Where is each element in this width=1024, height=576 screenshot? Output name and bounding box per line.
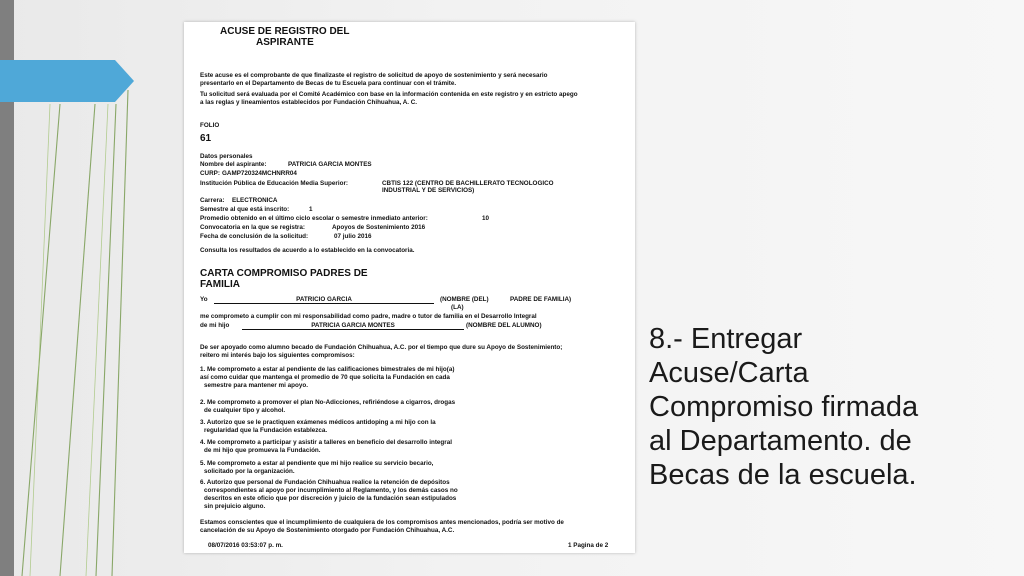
item1-line1: 1. Me comprometo a estar al pendiente de las calificaciones bimestrales de mi hijo(a) [200, 366, 455, 373]
institution-value-line1: CBTIS 122 (CENTRO DE BACHILLERATO TECNOLOGICO [382, 180, 554, 187]
carta-title-line1: CARTA COMPROMISO PADRES DE [200, 268, 368, 279]
parent-role: PADRE DE FAMILIA) [510, 296, 572, 303]
carta-title-line2: FAMILIA [200, 279, 240, 290]
call-label: Convocatoria en la que se registra: [200, 224, 305, 231]
average-label: Promedio obtenido en el último ciclo escolar o semestre inmediato anterior: [200, 215, 428, 222]
doc-title-line1: ACUSE DE REGISTRO DEL [220, 26, 350, 37]
scanned-document [184, 22, 635, 553]
average-value: 10 [482, 215, 490, 222]
intro-line3: Tu solicitud será evaluada por el Comité Académico con base en la información contenida en este registro y en estricto apego [200, 91, 578, 98]
support-line1: De ser apoyado como alumno becado de Fundación Chihuahua, A.C. por el tiempo que dure su Apoyo de Sostenimiento; [200, 344, 563, 351]
date-value: 07 julio 2016 [334, 233, 372, 240]
closing-line2: cancelación de su Apoyo de Sostenimiento otorgado por Fundación Chihuahua, A.C. [200, 527, 455, 534]
folio-label: FOLIO [200, 122, 220, 129]
curp-value: GAMP720324MCHNRR04 [222, 170, 297, 177]
item6-line3: descritos en este oficio que por discreción y juicio de la fundación sean estipulados [204, 495, 457, 502]
doc-title-line2: ASPIRANTE [256, 37, 314, 48]
footer-timestamp: 08/07/2016 03:53:07 p. m. [208, 542, 283, 549]
item2-line2: de cualquier tipo y alcohol. [204, 407, 286, 414]
slide-line3: Compromiso firmada [649, 391, 919, 423]
item5-line1: 5. Me comprometo a estar al pendiente que mi hijo realice su servicio becario, [200, 460, 434, 467]
institution-value-line2: INDUSTRIAL Y DE SERVICIOS) [382, 187, 475, 194]
slide-line1: 8.- Entregar [649, 323, 803, 355]
decor-line-2 [60, 104, 95, 576]
item5-line2: solicitado por la organización. [204, 468, 295, 475]
item3-line2: regularidad que la Fundación establezca. [204, 427, 328, 434]
slide-line2: Acuse/Carta [649, 357, 809, 389]
call-value: Apoyos de Sostenimiento 2016 [332, 224, 426, 231]
parent-name: PATRICIO GARCIA [214, 296, 434, 304]
closing-line1: Estamos conscientes que el incumplimiento de cualquiera de los compromisos antes mencionados, podría ser motivo de [200, 519, 564, 526]
yo-label: Yo [200, 296, 208, 303]
decorative-arrow-lines [0, 0, 200, 576]
item6-line4: sin prejuicio alguno. [204, 503, 266, 510]
footer-page: 1 Pagina de 2 [568, 542, 609, 549]
semester-value: 1 [309, 206, 313, 213]
parent-la: (LA) [451, 304, 464, 311]
folio-value: 61 [200, 133, 212, 144]
item4-line1: 4. Me comprometo a participar y asistir a talleres en beneficio del desarrollo integral [200, 439, 452, 446]
career-label: Carrera: [200, 197, 225, 204]
item2-line1: 2. Me comprometo a promover el plan No-Adicciones, refiriéndose a cigarros, drogas [200, 399, 456, 406]
institution-label: Institución Pública de Educación Media Superior: [200, 180, 348, 187]
student-name: PATRICIA GARCIA MONTES [242, 322, 464, 330]
item4-line2: de mi hijo que promueva la Fundación. [204, 447, 321, 454]
personal-header: Datos personales [200, 153, 253, 160]
name-label: Nombre del aspirante: [200, 161, 267, 168]
decor-line-3 [96, 104, 116, 576]
item6-line2: correspondientes al apoyo por incumplimiento al Reglamento, y los demás casos no [204, 487, 458, 494]
decor-line-1 [22, 104, 60, 576]
date-label: Fecha de conclusión de la solicitud: [200, 233, 309, 240]
blue-arrow-shape [0, 60, 134, 102]
parent-suffix: (NOMBRE (DEL) [440, 296, 489, 303]
career-value: ELECTRONICA [232, 197, 278, 204]
intro-line1: Este acuse es el comprobante de que finalizaste el registro de solicitud de apoyo de sostenimiento y será necesario [200, 72, 548, 79]
intro-line4: a las reglas y lineamientos establecidos por Fundación Chihuahua, A. C. [200, 99, 418, 106]
item6-line1: 6. Autorizo que personal de Fundación Chihuahua realice la retención de depósitos [200, 479, 450, 486]
commit-line1: me comprometo a cumplir con mi responsabilidad como padre, madre o tutor de familia en el Desarrollo Integral [200, 313, 537, 320]
student-suffix: (NOMBRE DEL ALUMNO) [466, 322, 542, 329]
slide-line5: Becas de la escuela. [649, 459, 917, 491]
semester-label: Semestre al que está inscrito: [200, 206, 290, 213]
commit-prefix: de mi hijo [200, 322, 230, 329]
item1-line3: semestre para mantener mi apoyo. [204, 382, 308, 389]
intro-line2: presentarlo en el Departamento de Becas de tu Escuela para continuar con el trámite. [200, 80, 457, 87]
name-value: PATRICIA GARCIA MONTES [288, 161, 372, 168]
slide-instruction-text [649, 322, 1009, 492]
item3-line1: 3. Autorizo que se le practiquen exámenes médicos antidoping a mi hijo con la [200, 419, 436, 426]
support-line2: reitero mi interés bajo los siguientes compromisos: [200, 352, 355, 359]
decor-line-4 [112, 90, 128, 576]
item1-line2: así como cuidar que mantenga el promedio de 70 que solicita la Fundación en cada [200, 374, 450, 381]
curp-label: CURP: [200, 170, 220, 177]
decor-line-5 [30, 104, 50, 576]
slide-line4: al Departamento. de [649, 425, 912, 457]
consult-line: Consulta los resultados de acuerdo a lo establecido en la convocatoria. [200, 247, 415, 254]
